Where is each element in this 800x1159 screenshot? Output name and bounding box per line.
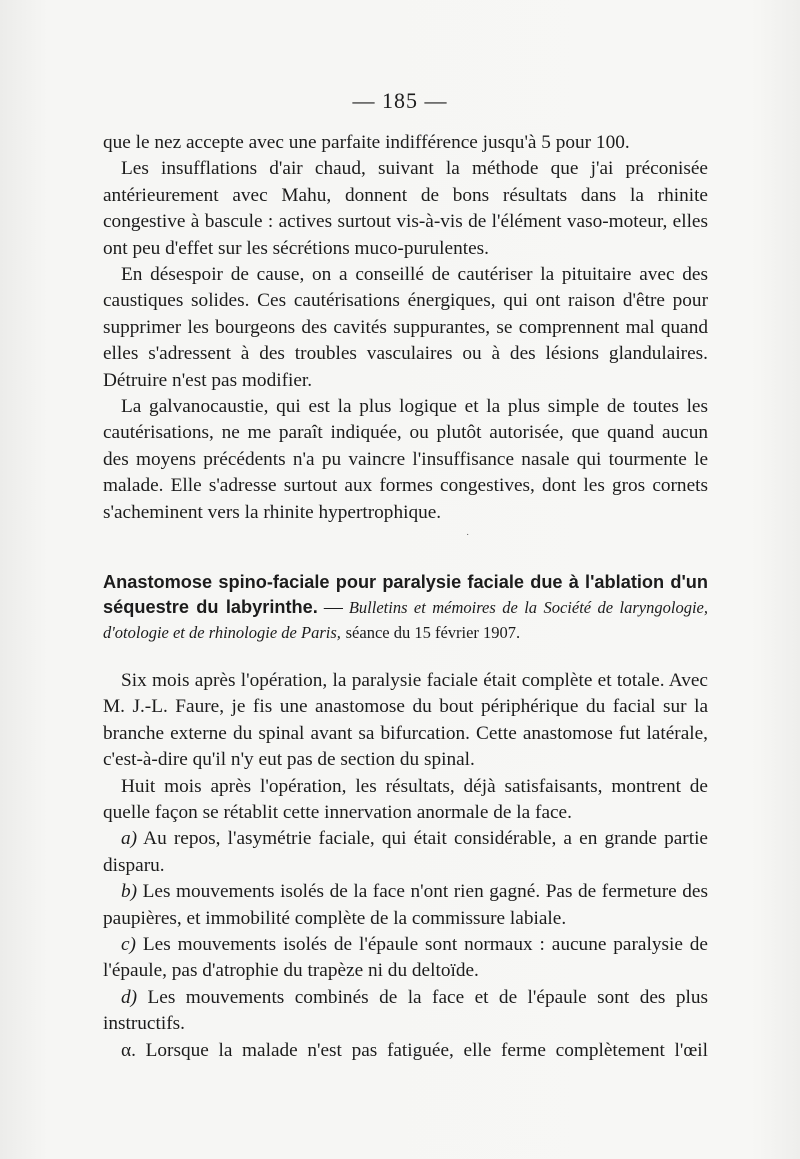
list-item (103, 879, 708, 932)
body-text-upper (103, 130, 708, 526)
article-date: séance du 15 février 1907. (345, 623, 521, 642)
paragraph: En désespoir de cause, on a conseillé de cautériser la pituitaire avec des caustiques solides. Ces cautérisations énergiques, qui ont raison d'être pour supprimer les bourgeons des cavités suppurantes, se comprennent mal quand elles s'adressent à des troubles vasculaires ou à des lésions glandulaires. Détruire n'est pas modifier. (103, 264, 708, 391)
paragraph: Les insufflations d'air chaud, suivant la méthode que j'ai préconisée antérieurement avec Mahu, donnent de bons résultats dans la rhinite congestive à bascule : actives surtout vis-à-vis de l'élément vaso-moteur, elles ont peu d'effet sur les sécrétions muco-purulentes. (103, 158, 708, 259)
paragraph: Huit mois après l'opération, les résultats, déjà satisfaisants, montrent de quelle façon se rétablit cette innervation anormale de la face. (103, 775, 708, 824)
list-item (103, 985, 708, 1038)
list-item-text: Les mouvements combinés de la face et de l'épaule sont des plus instructifs. (103, 986, 708, 1035)
paragraph: que le nez accepte avec une parfaite indifférence jusqu'à 5 pour 100. (103, 132, 630, 153)
separator-mark: ˙ (466, 533, 470, 544)
list-item (103, 826, 708, 879)
article-title: Anastomose spino-faciale pour paralysie faciale due à l'ablation d'un séquestre du labyrinthe. (103, 572, 708, 617)
list-item (103, 1038, 708, 1064)
heading-dash: — (323, 597, 343, 618)
list-item-text: Au repos, l'asymétrie faciale, qui était considérable, a en grande partie disparu. (103, 828, 708, 876)
article-source: Bulletins et mémoires de la Société de laryngologie, d'otologie et de rhinologie de Paris, (103, 598, 708, 642)
list-label: c) (121, 934, 136, 956)
list-label: α. (121, 1039, 136, 1061)
list-item-text: Les mouvements isolés de l'épaule sont normaux : aucune paralysie de l'épaule, pas d'atrophie du trapèze ni du deltoïde. (103, 934, 708, 982)
paragraph: La galvanocaustie, qui est la plus logique et la plus simple de toutes les cautérisations, ne me paraît indiquée, ou plutôt autorisée, que quand aucun des moyens précédents n'a pu vaincre l'insuffisance nasale qui tourmente le malade. Elle s'adresse surtout aux formes congestives, dont les gros cornets s'acheminent vers la rhinite hypertrophique. (103, 396, 708, 523)
list-item (103, 932, 708, 985)
page-number: — 185 — (352, 88, 448, 113)
paragraph: Six mois après l'opération, la paralysie faciale était complète et totale. Avec M. J.-L. Faure, je fis une anastomose du bout périphérique du facial sur la branche externe du spinal avant sa bifurcation. Cette anastomose fut latérale, c'est-à-dire qu'il n'y eut pas de section du spinal. (103, 670, 708, 771)
list-label: d) (121, 986, 138, 1008)
list-item-text: Lorsque la malade n'est pas fatiguée, elle ferme complètement l'œil (145, 1039, 708, 1061)
article-heading (103, 570, 708, 645)
body-text-lower (103, 668, 708, 1064)
list-label: b) (121, 881, 138, 903)
list-item-text: Les mouvements isolés de la face n'ont rien gagné. Pas de fermeture des paupières, et immobilité complète de la commissure labiale. (103, 881, 708, 929)
list-label: a) (121, 828, 138, 850)
